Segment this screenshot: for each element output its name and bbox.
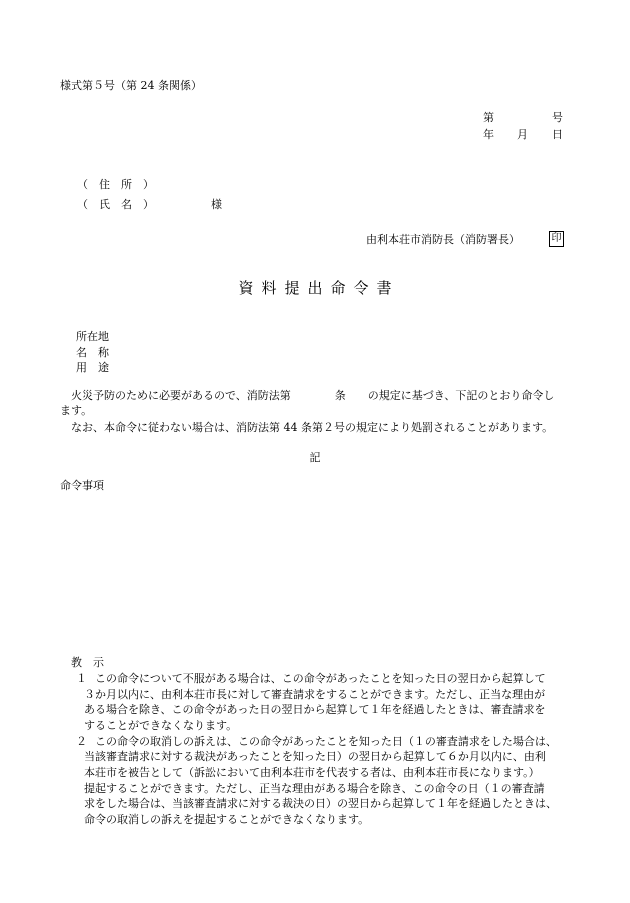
instruction-item-1-line: この命令について不服がある場合は、この命令があったことを知った日の翌日から起算して [95,672,546,685]
instruction-item-2-line: 本荘市を被告として（訴訟において由利本荘市を代表する者は、由利本荘市長になります。） [84,766,540,779]
instruction-item-2-line: この命令の取消しの訴えは、この命令があったことを知った日（１の審査請求をした場合は、 [95,735,557,748]
body-paragraph-1-line-1: 火災予防のために必要があるので、消防法第 条 の規定に基づき、下記のとおり命令し [71,389,555,402]
date-year-label: 年 [483,128,494,141]
instruction-item-1-line: ３か月以内に、由利本荘市長に対して審査請求をすることができます。ただし、正当な理由が [84,688,546,701]
addressee-honorific: 様 [211,198,222,211]
document-number-prefix: 第 [483,111,494,124]
issuer-name: 由利本荘市消防長（消防署長） [366,233,520,246]
addressee-name-label: （ 氏 名 ） [77,198,154,211]
body-paragraph-1-line-2: ます。 [60,404,93,417]
date-month-label: 月 [517,128,528,141]
instruction-item-2-line: 提起することができます。ただし、正当な理由がある場合を除き、この命令の日（１の審査請 [84,782,545,795]
seal-mark: 印 [549,231,564,247]
document-title: 資料提出命令書 [238,279,400,297]
facility-use-label: 用 途 [76,361,109,374]
instruction-item-2-number: ２ [76,735,87,748]
form-number-label: 様式第５号（第 24 条関係） [60,79,202,92]
instruction-item-1-line: ある場合を除き、この命令があった日の翌日から起算して１年を経過したときは、審査請求を [84,703,546,716]
location-label: 所在地 [76,330,109,343]
instruction-item-2-line: 求をした場合は、当該審査請求に対する裁決の日）の翌日から起算して１年を経過したときは、 [84,797,557,810]
instruction-heading: 教 示 [71,656,104,669]
document-number-suffix: 号 [552,111,563,124]
instruction-item-1-line: することができなくなります。 [84,719,238,732]
addressee-address-label: （ 住 所 ） [77,178,154,191]
date-day-label: 日 [552,128,563,141]
facility-name-label: 名 称 [76,346,109,359]
instruction-item-1-number: １ [76,672,87,685]
ki-marker: 記 [309,451,321,464]
instruction-item-2-line: 当該審査請求に対する裁決があったことを知った日）の翌日から起算して６か月以内に、由利 [84,750,546,763]
body-paragraph-2: なお、本命令に従わない場合は、消防法第 44 条第２号の規定により処罰されることがあります。 [71,421,554,434]
order-items-heading: 命令事項 [60,479,104,492]
instruction-item-2-line: 命令の取消しの訴えを提起することができなくなります。 [84,813,370,826]
